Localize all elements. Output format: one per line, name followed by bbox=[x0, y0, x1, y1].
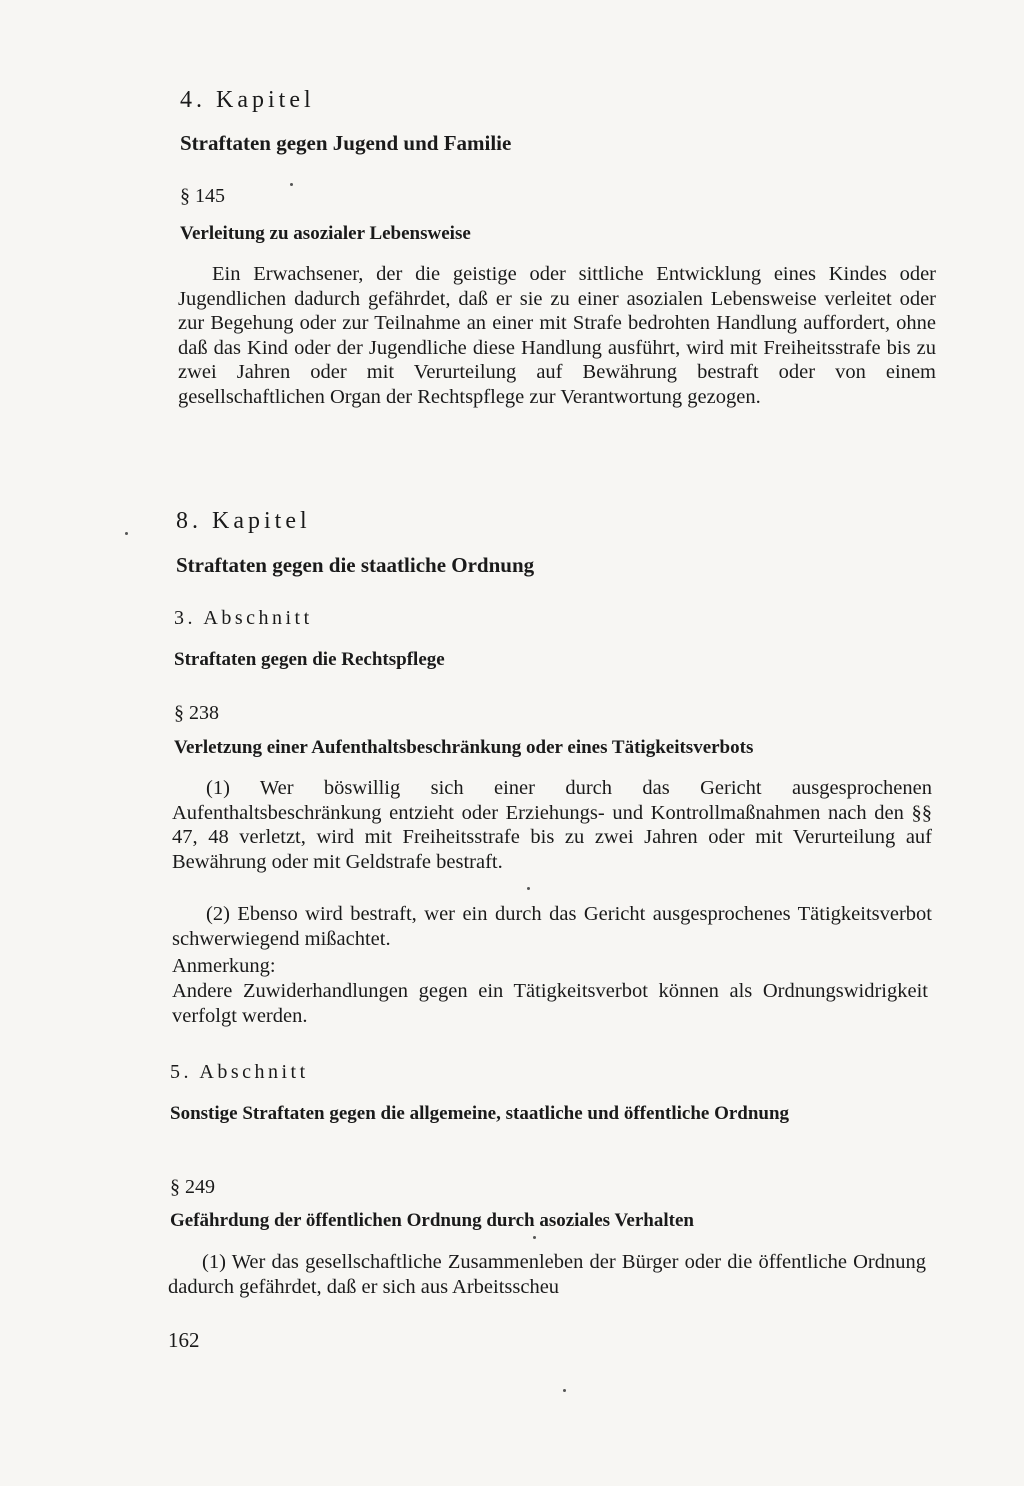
chapter-8-label: 8. Kapitel bbox=[176, 508, 311, 534]
paragraph-238-subsection-2: (2) Ebenso wird bestraft, wer ein durch das Gericht ausgesprochenes Tätigkeitsverbot schwerwiegend mißachtet. bbox=[172, 903, 932, 950]
paragraph-238-subsection-1: (1) Wer böswillig sich einer durch das Gericht ausgesprochenen Aufenthaltsbeschränkung entzieht oder Erziehungs- und Kontrollmaßnahmen nach den §§ 47, 48 verletzt, wird mit Freiheitsstrafe bis zu zwei Jahren oder mit Verurteilung auf Bewährung oder mit Geldstrafe bestraft. bbox=[172, 777, 932, 873]
paragraph-145-text: Ein Erwachsener, der die geistige oder sittliche Entwicklung eines Kindes oder Jugendlichen dadurch gefährdet, daß er sie zu einer asozialen Lebensweise verleitet oder zur Begehung oder zur Teilnahme an einer mit Strafe bedrohten Handlung auffordert, ohne daß das Kind oder der Jugendliche diese Handlung ausführt, wird mit Freiheitsstrafe bis zu zwei Jahren oder mit Verurteilung auf Bewährung bestraft oder von einem gesellschaftlichen Organ der Rechtspflege zur Verantwortung gezogen. bbox=[178, 263, 936, 408]
section-5-label: 5. Abschnitt bbox=[170, 1061, 309, 1083]
paragraph-238-title: Verletzung einer Aufenthaltsbeschränkung oder eines Tätigkeitsverbots bbox=[174, 737, 754, 758]
chapter-8-title: Straftaten gegen die staatliche Ordnung bbox=[176, 553, 535, 577]
paragraph-238-number: § 238 bbox=[174, 702, 219, 724]
paragraph-249-number: § 249 bbox=[170, 1176, 215, 1198]
print-speck bbox=[563, 1389, 566, 1392]
paragraph-145-number: § 145 bbox=[180, 185, 225, 207]
note-text: Andere Zuwiderhandlungen gegen ein Tätigkeitsverbot können als Ordnungswidrigkeit verfolgt werden. bbox=[172, 980, 928, 1027]
page-number: 162 bbox=[168, 1328, 200, 1352]
paragraph-249-subsection-1: (1) Wer das gesellschaftliche Zusammenleben der Bürger oder die öffentliche Ordnung dadurch gefährdet, daß er sich aus Arbeitsscheu bbox=[168, 1251, 926, 1298]
print-speck bbox=[290, 183, 293, 186]
print-speck bbox=[533, 1236, 536, 1239]
section-5-title: Sonstige Straftaten gegen die allgemeine, staatliche und öffentliche Ordnung bbox=[170, 1103, 790, 1124]
section-3-label: 3. Abschnitt bbox=[174, 607, 313, 629]
print-speck bbox=[527, 887, 530, 890]
chapter-4-title: Straftaten gegen Jugend und Familie bbox=[180, 131, 512, 155]
paragraph-145-title: Verleitung zu asozialer Lebensweise bbox=[180, 223, 471, 244]
print-speck bbox=[125, 532, 128, 535]
paragraph-249-title: Gefährdung der öffentlichen Ordnung durch asoziales Verhalten bbox=[170, 1210, 694, 1231]
note-label: Anmerkung: bbox=[172, 955, 276, 977]
section-3-title: Straftaten gegen die Rechtspflege bbox=[174, 649, 445, 670]
chapter-4-label: 4. Kapitel bbox=[180, 87, 315, 113]
